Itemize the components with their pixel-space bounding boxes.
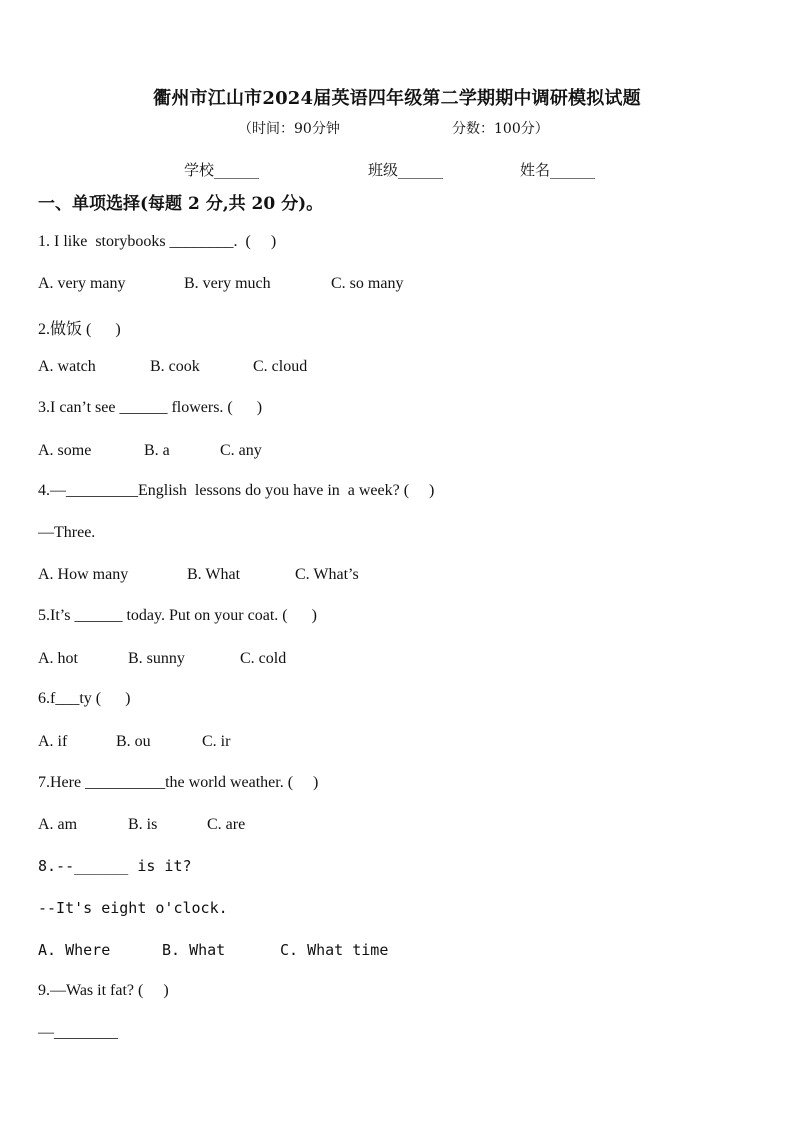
question-7-stem: 7.Here __________the world weather. ( ) <box>38 774 319 791</box>
question-1-option-a: A. very many <box>38 275 126 292</box>
question-2-stem: 2.做饭 ( ) <box>38 321 121 338</box>
question-8-option-b: B. What <box>162 941 226 959</box>
class-field-label: 班级______ <box>368 161 444 179</box>
question-1-stem: 1. I like storybooks ________. ( ) <box>38 233 277 250</box>
question-8-answer: --It's eight o'clock. <box>38 899 228 917</box>
question-1-option-b: B. very much <box>184 275 271 292</box>
question-4-option-b: B. What <box>187 566 241 583</box>
question-6-option-c: C. ir <box>202 733 231 750</box>
question-5-option-c: C. cold <box>240 650 287 667</box>
question-2-option-a: A. watch <box>38 358 96 375</box>
question-3-stem: 3.I can’t see ______ flowers. ( ) <box>38 399 263 416</box>
question-5-stem: 5.It’s ______ today. Put on your coat. ( ) <box>38 607 317 624</box>
question-3-option-c: C. any <box>220 442 262 459</box>
question-3-option-a: A. some <box>38 442 92 459</box>
question-5-option-a: A. hot <box>38 650 78 667</box>
question-6-option-b: B. ou <box>116 733 151 750</box>
question-1-option-c: C. so many <box>331 275 404 292</box>
question-5-option-b: B. sunny <box>128 650 185 667</box>
question-8-option-c: C. What time <box>280 941 389 959</box>
question-7-option-c: C. are <box>207 816 246 833</box>
question-9-stem: 9.—Was it fat? ( ) <box>38 982 169 999</box>
question-6-stem: 6.f___ty ( ) <box>38 690 131 707</box>
school-field-label: 学校______ <box>184 161 260 179</box>
question-7-option-a: A. am <box>38 816 78 833</box>
score-note: 分数：100分） <box>452 121 549 137</box>
question-4-answer: —Three. <box>38 524 96 541</box>
question-4-stem: 4.—_________English lessons do you have in a week? ( ) <box>38 482 435 499</box>
question-2-option-b: B. cook <box>150 358 200 375</box>
question-9-answer: —________ <box>38 1024 118 1041</box>
question-7-option-b: B. is <box>128 816 158 833</box>
question-8-option-a: A. Where <box>38 941 111 959</box>
question-2-option-c: C. cloud <box>253 358 308 375</box>
question-4-option-a: A. How many <box>38 566 129 583</box>
time-note: （时间：90分钟 <box>238 121 340 137</box>
question-3-option-b: B. a <box>144 442 170 459</box>
section-heading: 一、单项选择(每题 2 分,共 20 分)。 <box>38 194 324 214</box>
exam-title: 衢州市江山市2024届英语四年级第二学期期中调研模拟试题 <box>153 88 641 109</box>
name-field-label: 姓名______ <box>520 161 596 179</box>
question-8-stem: 8.--______ is it? <box>38 857 192 875</box>
question-6-option-a: A. if <box>38 733 68 750</box>
question-4-option-c: C. What’s <box>295 566 359 583</box>
